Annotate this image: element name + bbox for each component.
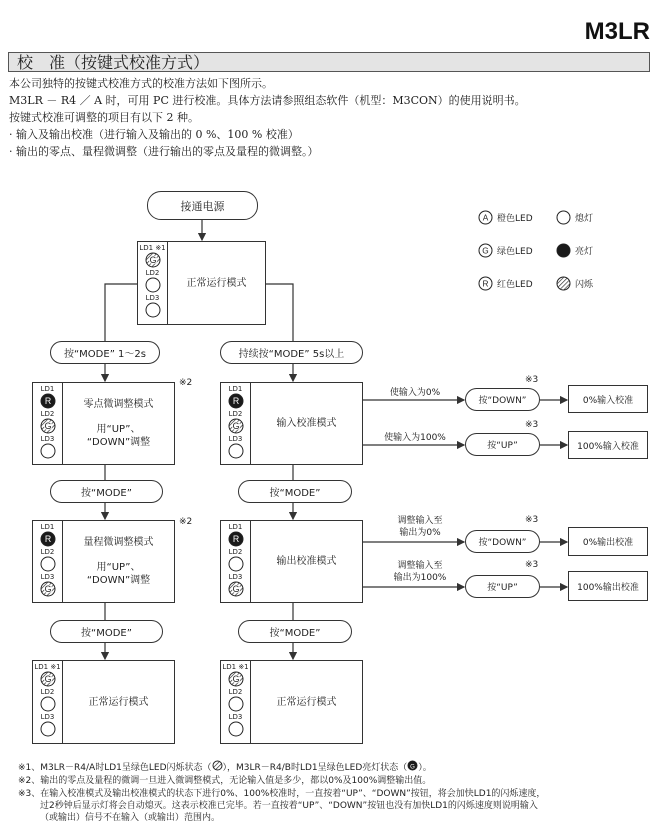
result-box: 100%输出校准: [568, 571, 648, 601]
mode-text: [251, 661, 362, 743]
note-marker: ※3: [525, 515, 539, 525]
led-column: [33, 521, 63, 602]
led-label: LD3: [228, 435, 243, 443]
flash-led-icon: [212, 760, 223, 775]
led-flash-icon: [228, 418, 244, 434]
svg-text:R: R: [44, 534, 51, 544]
led-on-icon: [228, 531, 244, 547]
legend-label: 橙色LED: [497, 214, 533, 224]
led-label: LD3: [40, 713, 55, 721]
led-label: LD1: [40, 523, 55, 531]
led-label: LD1: [228, 385, 243, 393]
svg-text:R: R: [232, 534, 239, 544]
led-flash-icon: [228, 671, 244, 687]
led-label: LD1 ※1: [222, 663, 249, 671]
mode-box-normal-mid: [220, 660, 363, 744]
legend-item: [478, 210, 556, 225]
footnote-text: ）。: [418, 763, 432, 773]
svg-text:R: R: [482, 279, 489, 289]
press-down-node: 按“DOWN”: [465, 388, 540, 411]
note-marker: ※3: [525, 375, 539, 385]
led-label: LD3: [145, 294, 160, 302]
led-label: LD1: [40, 385, 55, 393]
legend-label: 亮灯: [575, 247, 594, 257]
mode-box-output-cal: [220, 520, 363, 603]
legend-label: 绿色LED: [497, 247, 533, 257]
led-off-icon: [40, 443, 56, 459]
legend-item: [556, 243, 626, 258]
svg-text:G: G: [44, 421, 51, 431]
section-heading: 校 准（按键式校准方式）: [8, 52, 650, 72]
led-label: LD3: [228, 713, 243, 721]
svg-text:G: G: [232, 674, 239, 684]
led-label: LD2: [40, 410, 55, 418]
intro-line: · 输出的零点、量程微调整（进行输出的零点及量程的微调整。）: [9, 145, 319, 158]
led-flash-icon: [40, 418, 56, 434]
result-box: 100%输入校准: [568, 431, 648, 459]
led-off-icon: [228, 721, 244, 737]
led-column: [221, 661, 251, 743]
footnote-text: ※3、在输入校准模式及输出校准模式的状态下进行0%、100%校准时，一直按着“UP”、“DOWN”按钮，将会加快LD1的闪烁速度，: [18, 789, 546, 799]
led-label: LD2: [228, 410, 243, 418]
legend-item: [556, 276, 626, 291]
legend-item: [556, 210, 626, 225]
mode-title: 正常运行模式: [276, 696, 337, 708]
led-label: LD2: [40, 548, 55, 556]
legend: [478, 210, 628, 291]
led-label: LD1: [228, 523, 243, 531]
mode-title: 输入校准模式: [276, 418, 337, 429]
mode-text: [63, 661, 174, 743]
press-mode-node: 按“MODE”: [238, 480, 352, 503]
led-label: LD3: [228, 573, 243, 581]
mode-subtitle: 用“UP”、 “DOWN”调整: [86, 424, 151, 448]
footnote-text: ），M3LR－R4/B时LD1呈绿色LED亮灯状态（: [222, 763, 408, 773]
press-mode-node: 按“MODE”: [238, 620, 352, 643]
branch-condition: 调整输入至 输出为100%: [393, 561, 447, 583]
footnote-2: ※2、输出的零点及量程的微调一旦进入微调整模式，无论输入值是多少，都以0%及100%调整输出值。: [18, 776, 432, 786]
led-label: LD3: [40, 573, 55, 581]
footnote-1: [18, 760, 432, 775]
svg-text:G: G: [232, 421, 239, 431]
note-marker: ※2: [179, 378, 193, 388]
mode-text: [251, 383, 362, 464]
legend-item: [478, 276, 556, 291]
branch-condition: 使输入为0%: [389, 388, 441, 398]
mode-text: [168, 242, 265, 324]
mode-box-input-cal: [220, 382, 363, 465]
led-flash-icon: [40, 671, 56, 687]
power-on-node: 接通电源: [147, 191, 258, 220]
led-off-icon: [556, 210, 571, 225]
note-marker: ※3: [525, 420, 539, 430]
intro-line: 按键式校准可调整的项目有以下 2 种。: [9, 111, 199, 124]
connector: [105, 284, 137, 341]
press-down-node: 按“DOWN”: [465, 530, 540, 553]
led-label: LD1 ※1: [139, 244, 166, 252]
mode-box-zero-adjust: [32, 382, 175, 465]
led-label: LD2: [228, 688, 243, 696]
svg-text:A: A: [482, 213, 489, 223]
svg-text:G: G: [44, 674, 51, 684]
connector: [266, 284, 293, 341]
press-mode-short-node: 按“MODE” 1～2s: [50, 341, 160, 364]
led-off-icon: [228, 556, 244, 572]
mode-box-normal-top: [137, 241, 266, 325]
footnote-text: 过2秒钟后显示灯将会自动熄灭。这表示校准已完毕。若一直按着“UP”、“DOWN”按钮也没有加快LD1的闪烁速度则说明输入: [40, 801, 538, 811]
branch-condition: 调整输入至 输出为0%: [397, 516, 443, 538]
note-marker: ※3: [525, 560, 539, 570]
mode-title: 正常运行模式: [88, 696, 149, 708]
mode-title: 输出校准模式: [276, 556, 337, 567]
led-on-icon: [40, 531, 56, 547]
footnote-text: （或输出）信号不在输入（或输出）范围内。: [40, 813, 221, 823]
led-off-icon: [40, 721, 56, 737]
result-box: 0%输出校准: [568, 527, 648, 556]
press-up-node: 按“UP”: [465, 575, 540, 598]
led-off-icon: [145, 277, 161, 293]
legend-item: [478, 243, 556, 258]
note-marker: ※2: [179, 517, 193, 527]
led-flash-icon: [40, 581, 56, 597]
svg-text:R: R: [44, 396, 51, 406]
led-flash-icon: [556, 276, 571, 291]
led-column: [138, 242, 168, 324]
mode-title: 量程微调整模式: [83, 537, 154, 548]
led-label: LD2: [145, 269, 160, 277]
svg-text:G: G: [232, 584, 239, 594]
legend-label: 熄灯: [575, 214, 594, 224]
led-label: LD2: [228, 548, 243, 556]
led-flash-icon: [145, 252, 161, 268]
led-on-icon: [556, 243, 571, 258]
led-letter-icon: [478, 243, 493, 258]
mode-title: 零点微调整模式: [83, 399, 154, 410]
led-flash-icon: [228, 581, 244, 597]
mode-box-normal-left: [32, 660, 175, 744]
mode-subtitle: 用“UP”、 “DOWN”调整: [86, 562, 151, 586]
press-mode-node: 按“MODE”: [50, 480, 163, 503]
intro-line: M3LR － R4 ／ A 时，可用 PC 进行校准。具体方法请参照组态软件（机型：M3CON）的使用说明书。: [9, 94, 526, 107]
result-box: 0%输入校准: [568, 385, 648, 413]
led-letter-icon: [478, 276, 493, 291]
led-off-icon: [40, 556, 56, 572]
legend-label: 红色LED: [497, 280, 533, 290]
svg-text:G: G: [149, 255, 156, 265]
led-label: LD3: [40, 435, 55, 443]
press-up-node: 按“UP”: [465, 433, 540, 456]
led-column: [33, 661, 63, 743]
svg-text:G: G: [44, 584, 51, 594]
led-column: [221, 521, 251, 602]
footnote-3: [18, 788, 545, 824]
mode-text: [251, 521, 362, 602]
svg-text:R: R: [232, 396, 239, 406]
footnote-text: ※1、M3LR－R4/A时LD1呈绿色LED闪烁状态（: [18, 763, 212, 773]
led-letter-icon: [478, 210, 493, 225]
mode-text: [63, 383, 174, 464]
mode-title: 正常运行模式: [186, 277, 247, 289]
led-off-icon: [228, 443, 244, 459]
press-mode-long-node: 持续按“MODE” 5s以上: [220, 341, 363, 364]
led-flash-icon: [212, 760, 223, 771]
doc-title: M3LR: [584, 18, 650, 45]
intro-line: · 输入及输出校准（进行输入及输出的 0 %、100 % 校准）: [9, 128, 299, 141]
led-column: [221, 383, 251, 464]
led-off-icon: [40, 696, 56, 712]
svg-text:G: G: [410, 764, 416, 771]
intro-line: 本公司独特的按键式校准方式的校准方法如下图所示。: [9, 77, 273, 90]
press-mode-node: 按“MODE”: [50, 620, 163, 643]
led-label: LD1 ※1: [34, 663, 61, 671]
svg-text:G: G: [482, 246, 489, 256]
led-off-icon: [228, 696, 244, 712]
led-on-icon: [407, 760, 418, 771]
green-led-on-icon: [407, 760, 418, 775]
branch-condition: 使输入为100%: [384, 433, 446, 443]
mode-text: [63, 521, 174, 602]
mode-box-span-adjust: [32, 520, 175, 603]
led-on-icon: [228, 393, 244, 409]
led-off-icon: [145, 302, 161, 318]
led-column: [33, 383, 63, 464]
led-label: LD2: [40, 688, 55, 696]
led-on-icon: [40, 393, 56, 409]
legend-label: 闪烁: [575, 280, 594, 290]
